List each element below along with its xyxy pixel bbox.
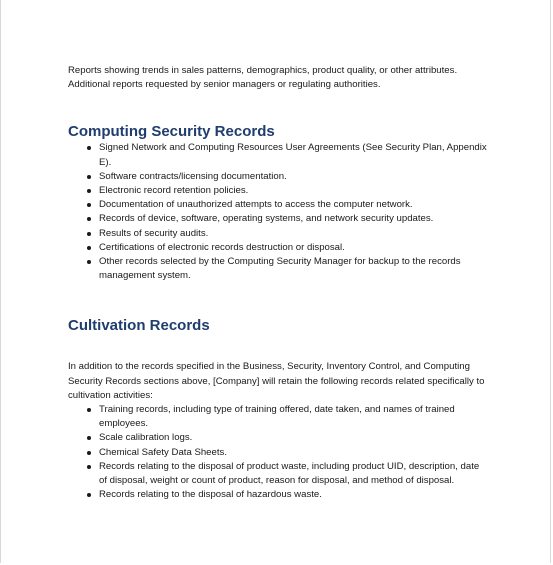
bullet-icon xyxy=(87,203,91,207)
list-item-text: Certifications of electronic records destruction or disposal. xyxy=(99,241,345,253)
list-item-text: Chemical Safety Data Sheets. xyxy=(99,446,227,458)
cultivation-paragraph: In addition to the records specified in the Business, Security, Inventory Control, and Computing Security Records sections above, [Company] will retain the following records related specifically to cultivation activities: xyxy=(68,361,485,401)
list-item-text: Other records selected by the Computing Security Manager for backup to the records management system. xyxy=(99,256,461,282)
section-heading-computing-security: Computing Security Records xyxy=(68,123,275,141)
intro-paragraph xyxy=(68,64,488,92)
list-item xyxy=(68,403,488,431)
bullet-icon xyxy=(87,246,91,250)
bullet-icon xyxy=(87,493,91,497)
document-body xyxy=(68,64,488,502)
list-item-text: Documentation of unauthorized attempts to access the computer network. xyxy=(99,199,413,211)
list-item-text: Records of device, software, operating systems, and network security updates. xyxy=(99,213,434,225)
intro-line: Reports showing trends in sales patterns, demographics, product quality, or other attributes. xyxy=(68,65,458,76)
bullet-icon xyxy=(87,232,91,236)
bullet-icon xyxy=(87,217,91,221)
cultivation-list xyxy=(68,403,488,502)
bullet-icon xyxy=(87,175,91,179)
list-item xyxy=(68,460,488,488)
list-item xyxy=(68,170,488,184)
list-item-text: Signed Network and Computing Resources User Agreements (See Security Plan, Appendix E). xyxy=(99,142,487,168)
bullet-icon xyxy=(87,436,91,440)
bullet-icon xyxy=(87,408,91,412)
list-item xyxy=(68,141,488,169)
list-item-text: Electronic record retention policies. xyxy=(99,185,249,197)
list-item xyxy=(68,488,488,502)
bullet-icon xyxy=(87,189,91,193)
list-item-text: Training records, including type of training offered, date taken, and names of trained employees. xyxy=(99,404,455,430)
bullet-icon xyxy=(87,465,91,469)
bullet-icon xyxy=(87,260,91,264)
list-item xyxy=(68,431,488,445)
bullet-icon xyxy=(87,146,91,150)
list-item-text: Results of security audits. xyxy=(99,227,209,239)
list-item xyxy=(68,212,488,226)
list-item xyxy=(68,198,488,212)
list-item xyxy=(68,446,488,460)
section-heading-cultivation: Cultivation Records xyxy=(68,317,210,335)
list-item-text: Records relating to the disposal of product waste, including product UID, description, date of disposal, weight or count of product, reason for disposal, and method of disposal. xyxy=(99,460,480,487)
list-item-text: Software contracts/licensing documentation. xyxy=(99,170,287,182)
intro-line: Additional reports requested by senior managers or regulating authorities. xyxy=(68,79,381,91)
bullet-icon xyxy=(87,451,91,455)
list-item xyxy=(68,227,488,241)
list-item-text: Scale calibration logs. xyxy=(99,432,193,444)
list-item xyxy=(68,255,488,283)
list-item xyxy=(68,184,488,198)
list-item xyxy=(68,241,488,255)
computing-security-list xyxy=(68,141,488,283)
list-item-text: Records relating to the disposal of hazardous waste. xyxy=(99,489,322,501)
